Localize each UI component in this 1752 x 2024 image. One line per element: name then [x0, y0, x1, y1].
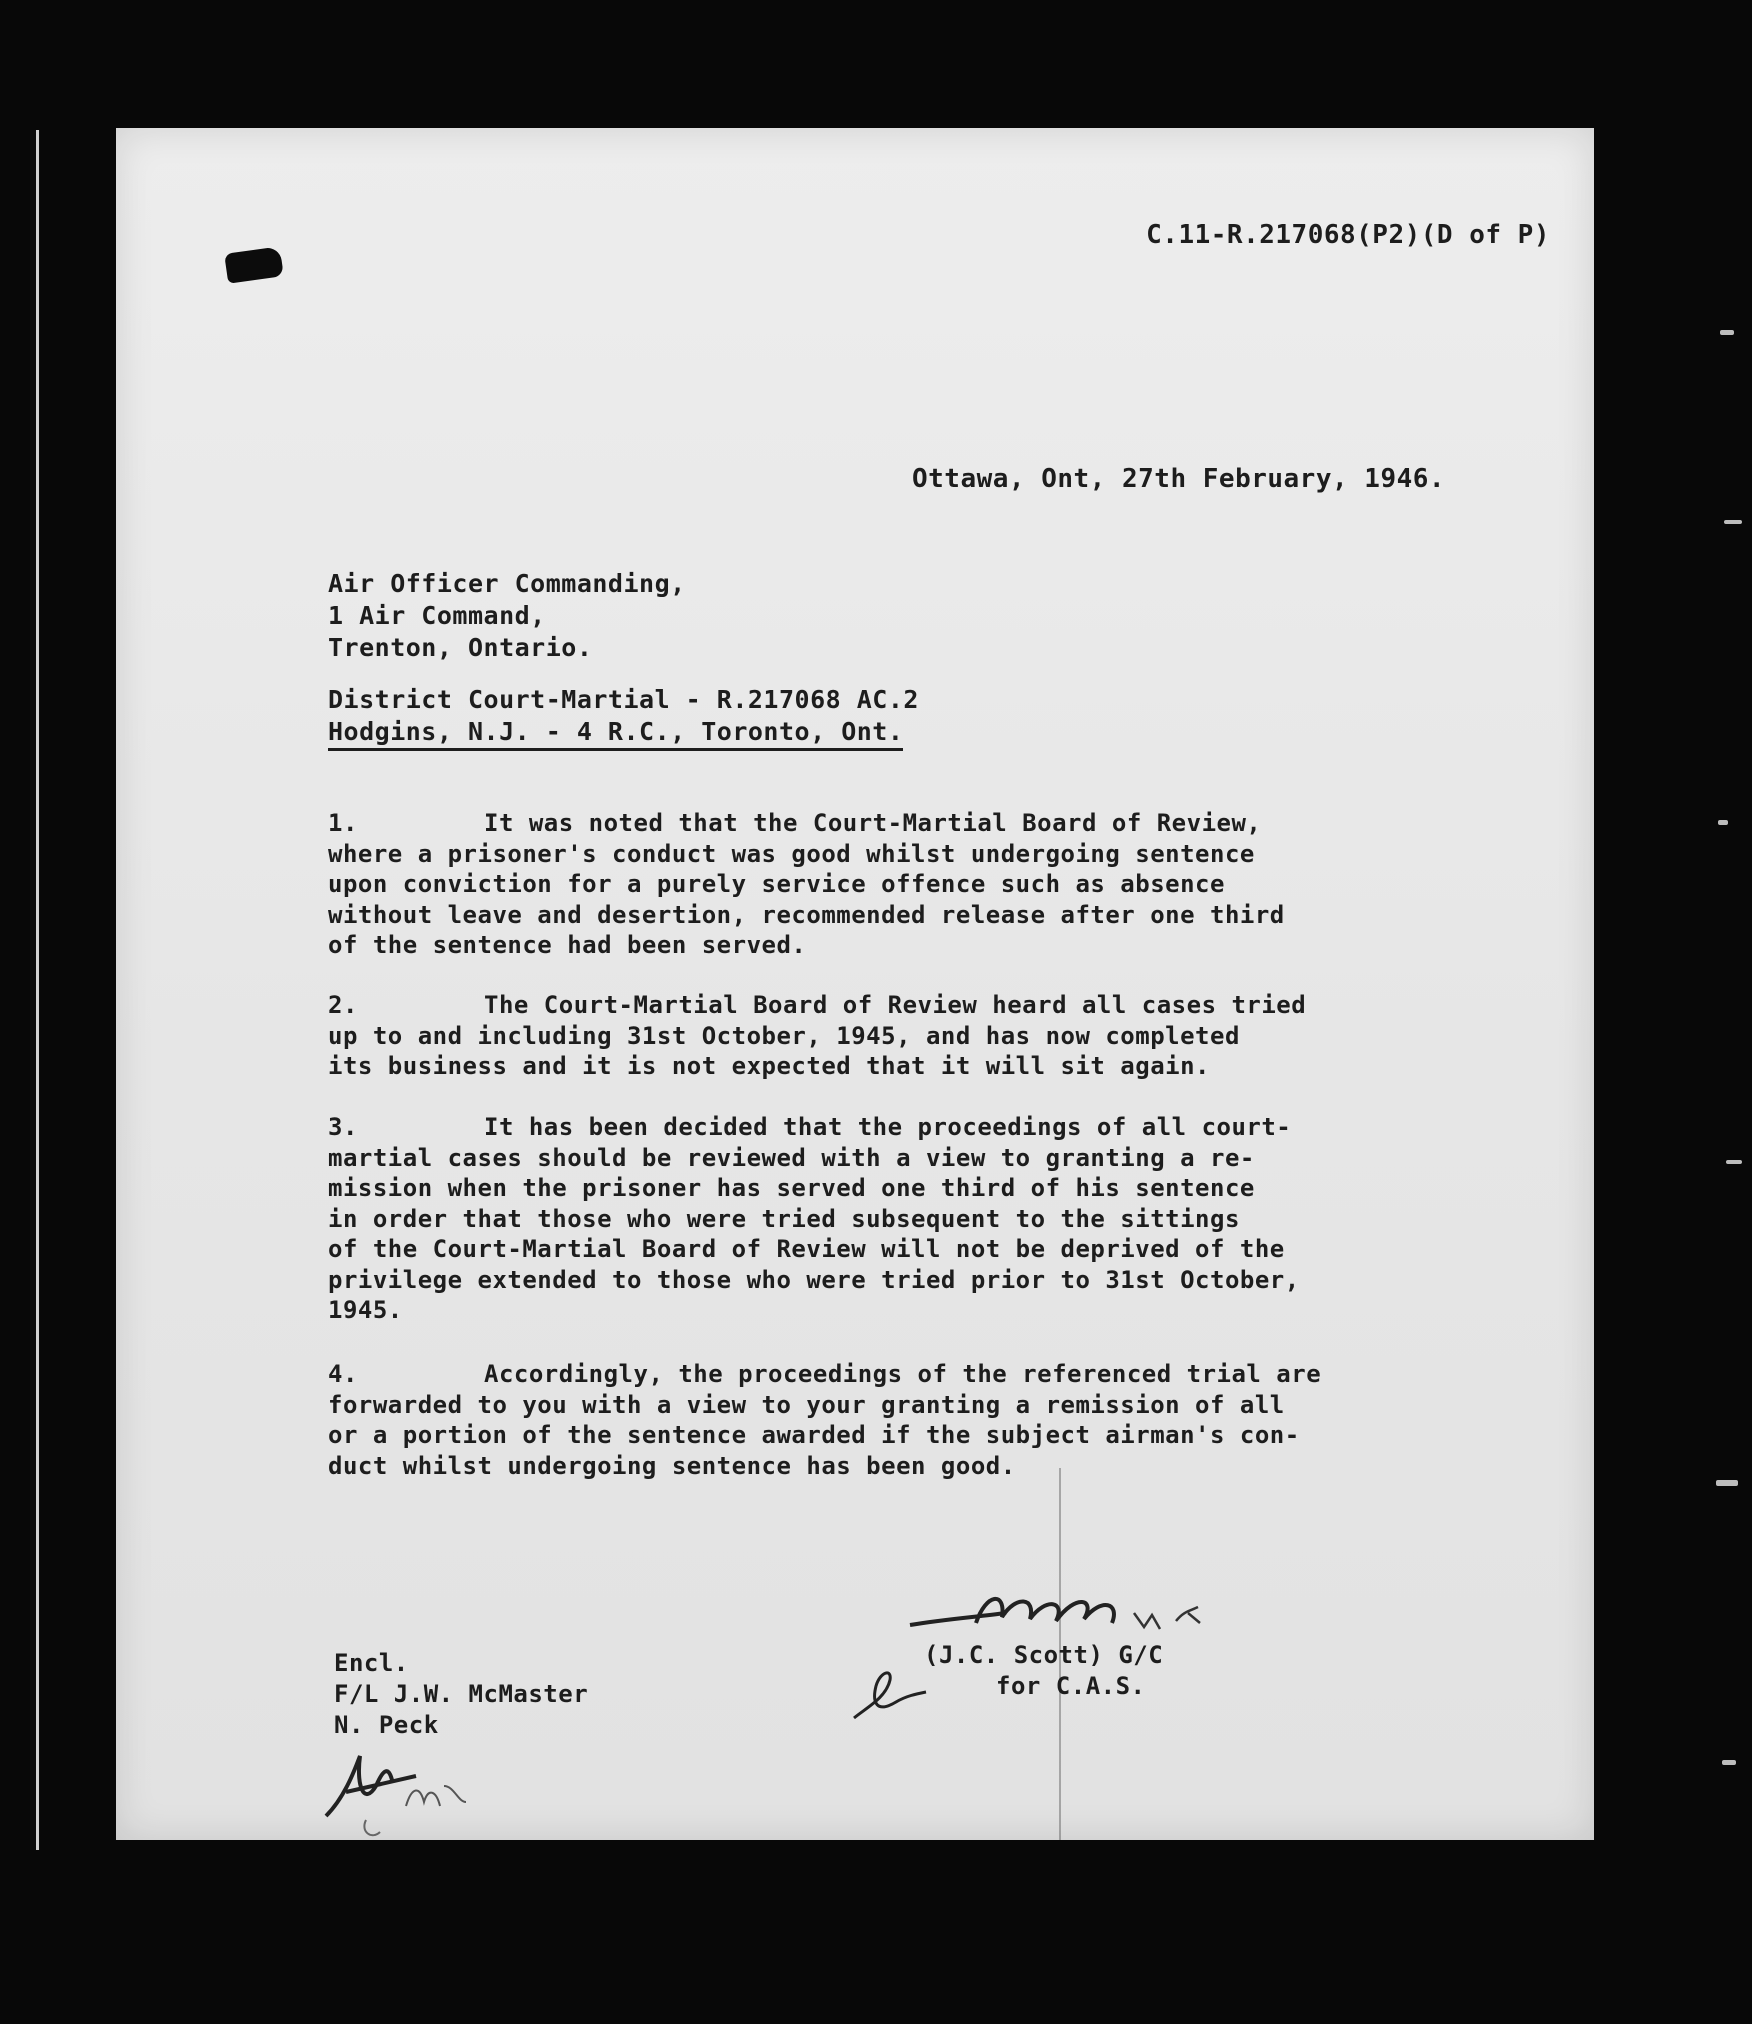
letter-page — [116, 128, 1594, 1840]
paragraph-line: in order that those who were tried subsequent to the sittings — [328, 1204, 1240, 1233]
signature-block — [924, 1640, 1163, 1702]
paragraph-line: duct whilst undergoing sentence has been good. — [328, 1451, 1016, 1480]
signatory-name: (J.C. Scott) G/C — [924, 1641, 1164, 1669]
paragraph-number: 4. — [328, 1360, 358, 1388]
enclosure-label: Encl. — [334, 1649, 409, 1677]
date-line: Ottawa, Ont, 27th February, 1946. — [912, 464, 1446, 494]
subject-line-2: Hodgins, N.J. - 4 R.C., Toronto, Ont. — [328, 717, 903, 751]
paragraph-line: privilege extended to those who were tried prior to 31st October, — [328, 1265, 1300, 1294]
paragraph-2 — [328, 990, 1306, 1082]
paragraph-line: forwarded to you with a view to your granting a remission of all — [328, 1390, 1285, 1419]
enclosure-line: F/L J.W. McMaster — [334, 1680, 589, 1708]
paragraph-line: upon conviction for a purely service offence such as absence — [328, 870, 1225, 898]
paragraph-number: 1. — [328, 809, 358, 837]
paragraph-line: The Court-Martial Board of Review heard all cases tried — [484, 991, 1307, 1019]
handwritten-initials — [316, 1736, 516, 1846]
film-edge-specks — [1712, 300, 1752, 1900]
paragraph-line: up to and including 31st October, 1945, and has now completed — [328, 1021, 1240, 1050]
signatory-for-line: for C.A.S. — [996, 1672, 1146, 1700]
paragraph-3 — [328, 1112, 1300, 1326]
paragraph-line: of the sentence had been served. — [328, 931, 807, 959]
handwritten-signature — [906, 1583, 1306, 1643]
paragraph-4 — [328, 1359, 1321, 1481]
enclosures-block — [334, 1648, 588, 1741]
paragraph-line: Accordingly, the proceedings of the referenced trial are — [484, 1360, 1322, 1388]
paragraph-line: where a prisoner's conduct was good whilst undergoing sentence — [328, 839, 1255, 868]
for-initial-mark — [846, 1658, 936, 1728]
ink-blot — [224, 246, 284, 284]
paragraph-line: or a portion of the sentence awarded if the subject airman's con- — [328, 1421, 1300, 1449]
subject-heading — [328, 684, 919, 748]
recipient-line: Trenton, Ontario. — [328, 633, 593, 662]
paragraph-number: 3. — [328, 1113, 358, 1141]
paragraph-line: 1945. — [328, 1296, 403, 1324]
paragraph-line: It was noted that the Court-Martial Board of Review, — [484, 809, 1262, 837]
paragraph-line: of the Court-Martial Board of Review will not be deprived of the — [328, 1235, 1285, 1263]
paragraph-line: mission when the prisoner has served one third of his sentence — [328, 1174, 1255, 1202]
paragraph-line: without leave and desertion, recommended release after one third — [328, 900, 1285, 929]
film-edge-line — [36, 130, 39, 1850]
recipient-line: Air Officer Commanding, — [328, 569, 686, 598]
recipient-address — [328, 568, 686, 664]
file-reference: C.11-R.217068(P2)(D of P) — [1146, 220, 1550, 250]
paragraph-line: its business and it is not expected that it will sit again. — [328, 1052, 1211, 1080]
paragraph-line: martial cases should be reviewed with a view to granting a re- — [328, 1143, 1255, 1172]
paragraph-line: It has been decided that the proceedings of all court- — [484, 1113, 1292, 1141]
subject-line-1: District Court-Martial - R.217068 AC.2 — [328, 685, 919, 714]
enclosure-line: N. Peck — [334, 1711, 439, 1739]
recipient-line: 1 Air Command, — [328, 601, 546, 630]
paragraph-1 — [328, 808, 1285, 961]
paragraph-number: 2. — [328, 991, 358, 1019]
